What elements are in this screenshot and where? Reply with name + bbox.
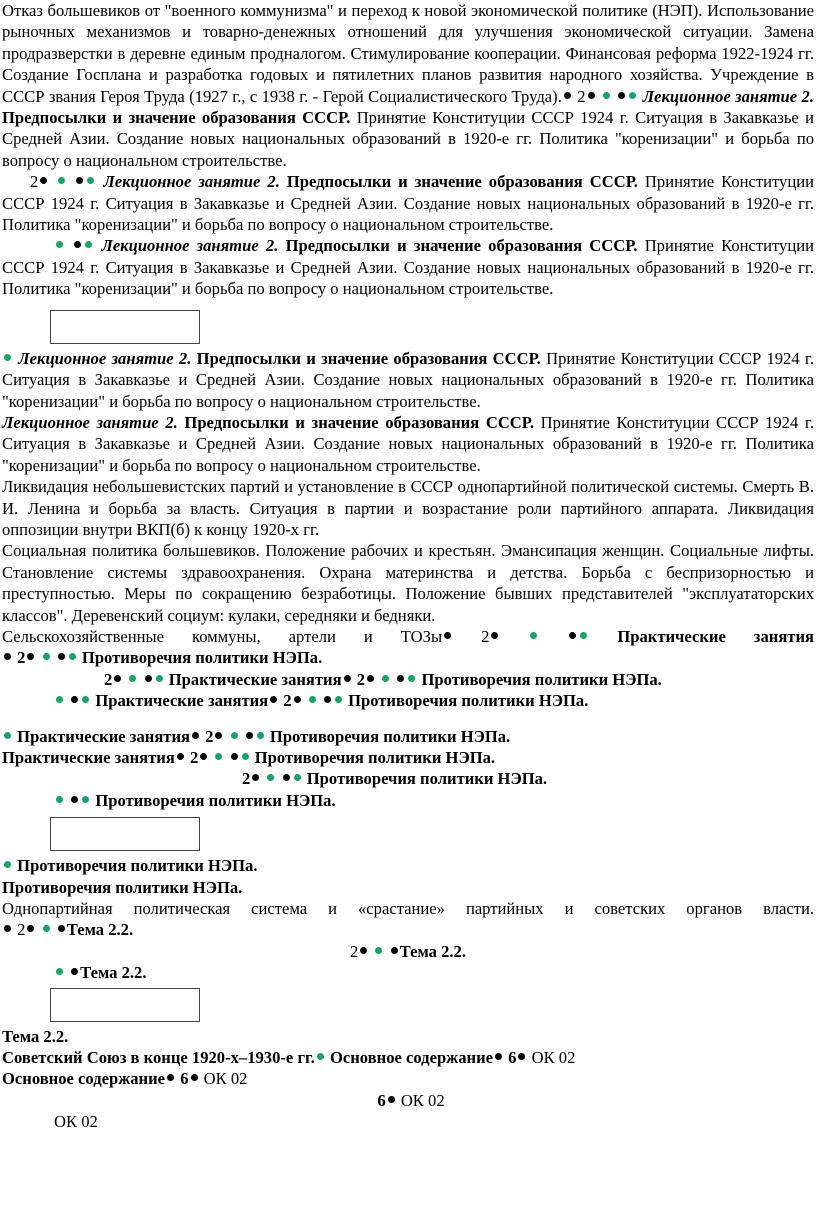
bullet-icon <box>324 696 331 703</box>
word: Сельскохозяйственные <box>2 626 164 646</box>
bullet-icon <box>495 1053 502 1060</box>
topic-label: Тема 2.2. <box>399 941 466 961</box>
bullet-icon <box>114 675 121 682</box>
lecture-title: Предпосылки и значение образования СССР. <box>286 172 638 192</box>
practice-title: Противоречия политики НЭПа. <box>95 790 336 810</box>
bullet-icon <box>200 753 207 760</box>
green-bullet-icon <box>4 732 11 739</box>
practice-line-3 <box>2 690 814 711</box>
bullet-icon <box>177 753 184 760</box>
bullet-icon <box>618 92 625 99</box>
bullet-icon <box>270 696 277 703</box>
lecture-paragraph-4 <box>2 412 814 476</box>
soviet-union-line <box>2 1047 814 1068</box>
bullet-icon <box>40 177 47 184</box>
practice-line-7 <box>2 790 814 811</box>
green-bullet-icon <box>87 177 94 184</box>
topic-label: Тема 2.2. <box>66 920 134 940</box>
lecture-label: Лекционное занятие 2. <box>642 86 814 106</box>
number-2: 2 <box>30 172 39 192</box>
number-6: 6 <box>180 1069 189 1089</box>
bullet-icon <box>388 1096 395 1103</box>
practice-title: Противоречия политики НЭПа. <box>348 691 589 711</box>
green-bullet-icon <box>156 675 163 682</box>
practice-line-1 <box>2 647 814 668</box>
bullet-icon <box>145 675 152 682</box>
number-2: 2 <box>283 691 292 711</box>
bullet-icon <box>71 968 78 975</box>
green-bullet-icon <box>82 796 89 803</box>
number-6: 6 <box>508 1048 517 1068</box>
number-2: 2 <box>17 920 26 940</box>
number-6: 6 <box>377 1090 386 1110</box>
number-2: 2 <box>189 748 199 767</box>
word: ТОЗы <box>400 626 443 646</box>
bullet-icon <box>360 947 367 954</box>
empty-frame <box>50 817 200 851</box>
bullet-icon <box>71 796 78 803</box>
practice-line-4 <box>2 726 814 747</box>
practice-label: Практические занятия <box>168 669 342 689</box>
practice-title: Противоречия политики НЭПа. <box>306 769 548 789</box>
practice-title: Противоречия политики НЭПа. <box>254 748 496 767</box>
green-bullet-icon <box>4 354 11 361</box>
party-paragraph: Ликвидация небольшевистских партий и установление в СССР однопартийной политической системы. Смерть В. И. Ленина и борьба за власть. Ситуация в партии и возрастание роли партийного аппарата. Ликвидация оппозиции внутри ВКП(б) к концу 1920-х гг. <box>2 477 814 539</box>
content-label: Основное содержание <box>329 1048 493 1068</box>
practice-title: Противоречия политики НЭПа. <box>81 648 323 668</box>
section-title: Советский Союз в конце 1920-х–1930-е гг. <box>2 1048 315 1068</box>
topic-line-3: Тема 2.2. <box>2 1026 69 1046</box>
number-2: 2 <box>350 941 359 961</box>
green-bullet-icon <box>603 92 610 99</box>
number-2: 2 <box>17 648 26 668</box>
green-bullet-icon <box>317 1053 324 1060</box>
green-bullet-icon <box>530 632 537 639</box>
lecture-paragraph-1 <box>2 171 814 235</box>
bullet-icon <box>58 653 65 660</box>
bullet-icon <box>74 241 81 248</box>
bullet-icon <box>569 632 576 639</box>
number-2: 2 <box>356 669 366 689</box>
content-label: Основное содержание <box>2 1069 166 1089</box>
ok-line <box>2 1111 814 1132</box>
practice-title: Противоречия политики НЭПа. <box>269 726 511 746</box>
bullet-icon <box>283 774 290 781</box>
topic-label: Тема 2.2. <box>80 963 147 983</box>
bullet-icon <box>27 925 34 932</box>
bullet-icon <box>192 732 199 739</box>
word: и <box>363 626 373 646</box>
lecture-text: Принятие Конституции СССР 1924 г. Ситуация в Закавказье и Средней Азии. Создание новых национальных образований в 1920-е гг. Политика "коренизации" и борьба по вопросу о национальном строительстве. <box>2 412 815 475</box>
topic-line-2 <box>2 962 814 983</box>
bullet-icon <box>71 696 78 703</box>
practice-line-8 <box>2 855 814 876</box>
lecture-title: Предпосылки и значение образования СССР. <box>2 108 351 128</box>
word: коммуны, <box>191 626 261 646</box>
lecture-paragraph-2 <box>2 235 814 299</box>
number-2: 2 <box>481 626 490 646</box>
competency-code: ОК 02 <box>531 1048 576 1068</box>
lecture-label: Лекционное занятие 2. <box>101 236 279 256</box>
social-paragraph: Социальная политика большевиков. Положение рабочих и крестьян. Эмансипация женщин. Социальные лифты. Становление системы здравоохранения. Охрана материнства и детства. Борьба с беспризорностью и преступностью. Меры по сокращению безработицы. Положение бывших представителей "эксплуататорских классов". Деревенский социум: кулаки, середняки и бедняки. <box>2 541 814 625</box>
practice-label: Практические занятия <box>17 726 190 746</box>
practice-title: Противоречия политики НЭПа. <box>17 856 258 876</box>
green-bullet-icon <box>215 753 222 760</box>
bullet-icon <box>27 653 34 660</box>
lecture-paragraph-3 <box>2 348 814 412</box>
practice-line-9: Противоречия политики НЭПа. <box>2 877 243 897</box>
competency-code: ОК 02 <box>54 1112 98 1132</box>
green-bullet-icon <box>69 653 76 660</box>
green-bullet-icon <box>294 774 301 781</box>
lecture-label: Лекционное занятие 2. <box>18 348 192 368</box>
bullet-icon <box>167 1074 174 1081</box>
practice-label: Практические занятия <box>2 748 175 767</box>
practice-line-2 <box>2 669 814 690</box>
nep-paragraph <box>2 0 814 171</box>
green-bullet-icon <box>309 696 316 703</box>
competency-code: ОК 02 <box>203 1069 248 1089</box>
bullet-icon <box>391 947 398 954</box>
green-bullet-icon <box>56 241 63 248</box>
bullet-icon <box>588 92 595 99</box>
bullet-icon <box>246 732 253 739</box>
green-bullet-icon <box>56 796 63 803</box>
bullet-icon <box>231 753 238 760</box>
topic-line-1 <box>2 941 814 962</box>
bullet-icon <box>564 92 571 99</box>
bullet-icon <box>491 632 498 639</box>
green-bullet-icon <box>56 696 63 703</box>
bullet-icon <box>58 925 65 932</box>
lecture-title: Предпосылки и значение образования СССР. <box>184 412 535 432</box>
bullet-icon <box>4 925 11 932</box>
nep-text: Отказ большевиков от "военного коммунизма" и переход к новой экономической политике (НЭП). Использование рыночных механизмов и товарно-денежных отношений для улучшения экономической ситуации. Замена продразверстки в деревне единым продналогом. Стимулирование кооперации. Финансовая реформа 1922-1924 гг. Создание Госплана и разработка годовых и пятилетних планов развития народного хозяйства. Учреждение в СССР звания Героя Труда (1927 г., с 1938 г. - Герой Социалистического Труда). <box>2 1 814 106</box>
bullet-icon <box>344 675 351 682</box>
green-bullet-icon <box>43 653 50 660</box>
bullet-icon <box>397 675 404 682</box>
practice-label: Практические занятия <box>95 691 269 711</box>
practice-title: Противоречия политики НЭПа. <box>421 669 662 689</box>
green-bullet-icon <box>4 861 11 868</box>
green-bullet-icon <box>43 925 50 932</box>
bullet-icon <box>215 732 222 739</box>
green-bullet-icon <box>58 177 65 184</box>
practice-line-6 <box>2 768 814 789</box>
green-bullet-icon <box>267 774 274 781</box>
green-bullet-icon <box>257 732 264 739</box>
bullet-icon <box>4 653 11 660</box>
bullet-icon <box>191 1074 198 1081</box>
one-party-line-2 <box>2 919 814 940</box>
number-2: 2 <box>205 726 214 746</box>
number-2: 2 <box>104 669 113 689</box>
lecture-title: Предпосылки и значение образования СССР. <box>196 348 541 368</box>
empty-frame <box>50 988 200 1022</box>
green-bullet-icon <box>56 968 63 975</box>
bullet-icon <box>294 696 301 703</box>
green-bullet-icon <box>129 675 136 682</box>
bullet-icon <box>444 632 451 639</box>
green-bullet-icon <box>375 947 382 954</box>
competency-code: ОК 02 <box>400 1090 445 1110</box>
word: артели <box>288 626 336 646</box>
lecture-text: Принятие Конституции СССР 1924 г. Ситуация в Закавказье и Средней Азии. Создание новых национальных образований в 1920-е гг. Политика "коренизации" и борьба по вопросу о национальном строительстве. <box>2 348 815 411</box>
green-bullet-icon <box>85 241 92 248</box>
lecture-label: Лекционное занятие 2. <box>2 412 178 432</box>
green-bullet-icon <box>580 632 587 639</box>
lecture-text: Принятие Конституции СССР 1924 г. Ситуация в Закавказье и Средней Азии. Создание новых национальных образований в 1920-е гг. Политика "коренизации" и борьба по вопросу о национальном строительстве. <box>2 108 814 170</box>
bullet-icon <box>367 675 374 682</box>
empty-frame <box>50 310 200 344</box>
practice-label: Практические занятия <box>617 626 814 646</box>
lecture-text: Принятие Конституции СССР 1924 г. Ситуация в Закавказье и Средней Азии. Создание новых национальных образований в 1920-е гг. Политика "коренизации" и борьба по вопросу о национальном строительстве. <box>2 172 814 235</box>
green-bullet-icon <box>408 675 415 682</box>
word-with-bullets <box>401 627 814 646</box>
lecture-title: Предпосылки и значение образования СССР. <box>285 236 638 256</box>
content-line <box>2 1068 814 1089</box>
green-bullet-icon <box>242 753 249 760</box>
green-bullet-icon <box>231 732 238 739</box>
one-party-paragraph: Однопартийная политическая система и «срастание» партийных и советских органов власти. <box>2 899 814 919</box>
practice-line-5 <box>2 747 814 768</box>
green-bullet-icon <box>629 92 636 99</box>
green-bullet-icon <box>382 675 389 682</box>
number-2: 2 <box>577 86 586 106</box>
bullet-icon <box>252 774 259 781</box>
green-bullet-icon <box>335 696 342 703</box>
bullet-icon <box>518 1053 525 1060</box>
lecture-label: Лекционное занятие 2. <box>103 172 280 192</box>
social-paragraph-last-line <box>2 626 814 647</box>
green-bullet-icon <box>82 696 89 703</box>
hours-line <box>2 1090 814 1111</box>
lecture-text: Принятие Конституции СССР 1924 г. Ситуация в Закавказье и Средней Азии. Создание новых национальных образований в 1920-е гг. Политика "коренизации" и борьба по вопросу о национальном строительстве. <box>2 236 814 299</box>
bullet-icon <box>76 177 83 184</box>
number-2: 2 <box>242 769 251 789</box>
